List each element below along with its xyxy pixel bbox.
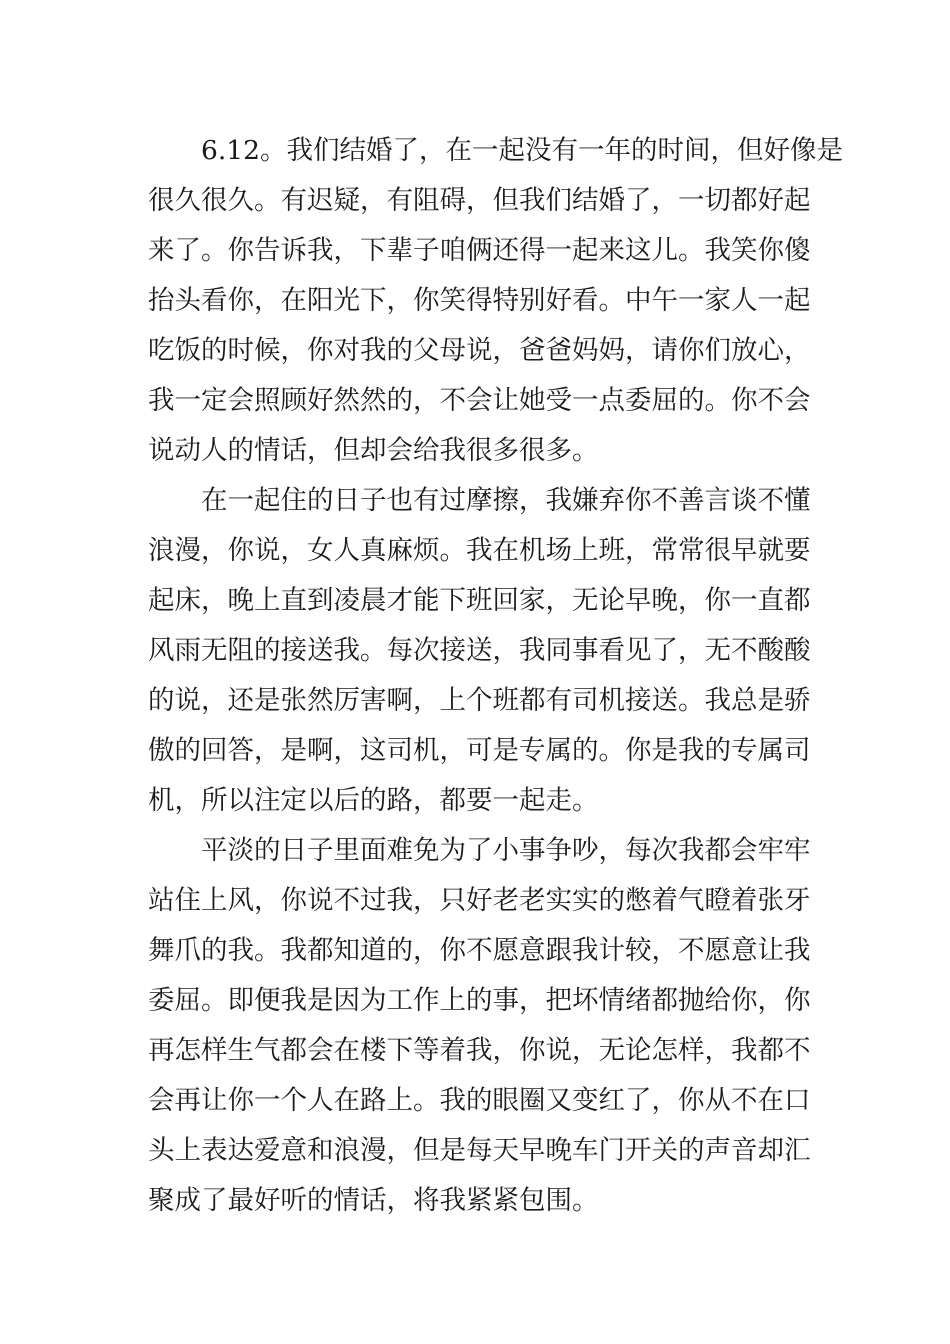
text-line: 站住上风，你说不过我，只好老老实实的憋着气瞪着张牙: [148, 885, 811, 916]
paragraph-3: [148, 826, 811, 1226]
text-line: 说动人的情话，但却会给我很多很多。: [148, 435, 599, 466]
paragraph-1: [148, 126, 844, 476]
text-line: 很久很久。有迟疑，有阻碍，但我们结婚了，一切都好起: [148, 185, 811, 216]
text-line: 会再让你一个人在路上。我的眼圈又变红了，你从不在口: [148, 1085, 811, 1116]
text-line: 平淡的日子里面难免为了小事争吵，每次我都会牢牢: [201, 835, 811, 866]
text-line: 舞爪的我。我都知道的，你不愿意跟我计较，不愿意让我: [148, 935, 811, 966]
text-line: 机，所以注定以后的路，都要一起走。: [148, 785, 599, 816]
text-line: 聚成了最好听的情话，将我紧紧包围。: [148, 1185, 599, 1216]
text-line: 傲的回答，是啊，这司机，可是专属的。你是我的专属司: [148, 735, 811, 766]
paragraph-2: [148, 476, 811, 826]
text-line: 我一定会照顾好然然的，不会让她受一点委屈的。你不会: [148, 385, 811, 416]
text-line: 浪漫，你说，女人真麻烦。我在机场上班，常常很早就要: [148, 535, 811, 566]
text-line: 起床，晚上直到凌晨才能下班回家，无论早晚，你一直都: [148, 585, 811, 616]
text-line: 在一起住的日子也有过摩擦，我嫌弃你不善言谈不懂: [201, 485, 811, 516]
text-line: 6.12。我们结婚了，在一起没有一年的时间，但好像是: [201, 135, 844, 166]
text-line: 的说，还是张然厉害啊，上个班都有司机接送。我总是骄: [148, 685, 811, 716]
text-line: 头上表达爱意和浪漫，但是每天早晚车门开关的声音却汇: [148, 1135, 811, 1166]
text-line: 抬头看你，在阳光下，你笑得特别好看。中午一家人一起: [148, 285, 811, 316]
text-line: 来了。你告诉我，下辈子咱俩还得一起来这儿。我笑你傻: [148, 235, 811, 266]
text-line: 委屈。即便我是因为工作上的事，把坏情绪都抛给你，你: [148, 985, 811, 1016]
text-line: 再怎样生气都会在楼下等着我，你说，无论怎样，我都不: [148, 1035, 811, 1066]
text-line: 风雨无阻的接送我。每次接送，我同事看见了，无不酸酸: [148, 635, 811, 666]
text-line: 吃饭的时候，你对我的父母说，爸爸妈妈，请你们放心，: [148, 335, 811, 366]
document-body: [148, 126, 844, 1226]
